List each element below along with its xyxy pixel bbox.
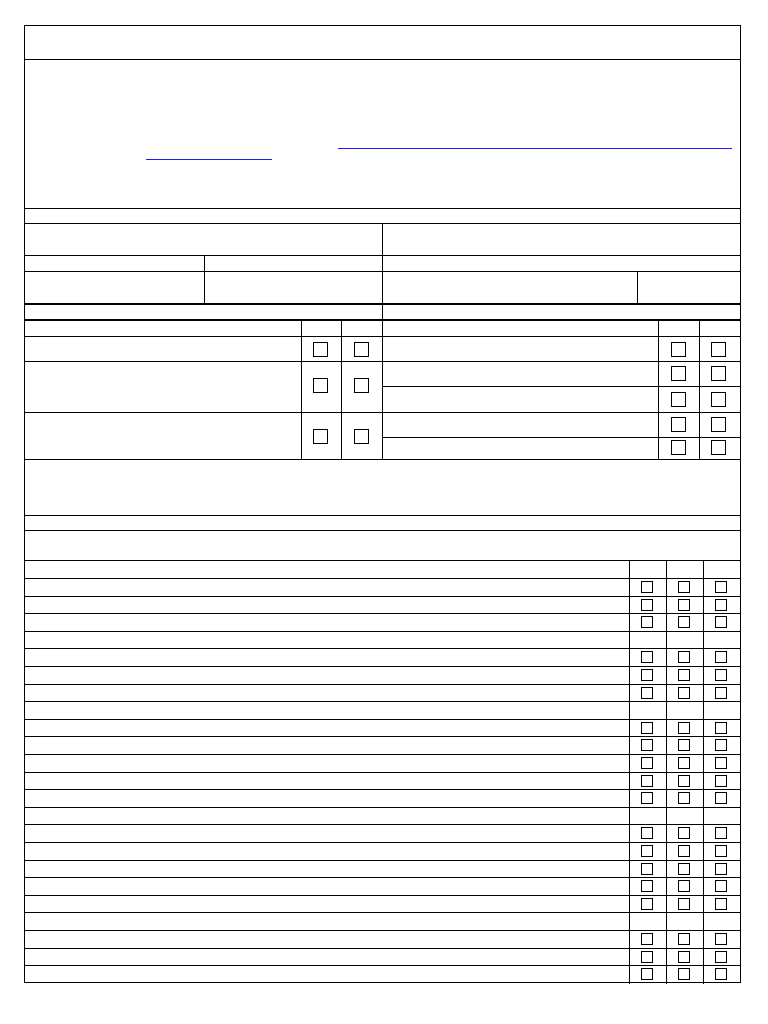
checklist-checkbox-r4-c1[interactable] (678, 651, 690, 663)
link-long[interactable] (338, 148, 732, 149)
checklist-checkbox-r6-c1[interactable] (678, 687, 690, 699)
checklist-checkbox-r0-c0[interactable] (641, 581, 653, 593)
checklist-checkbox-r0-c1[interactable] (678, 581, 690, 593)
checklist-checkbox-r1-c0[interactable] (641, 599, 653, 611)
checkbox-b4-yes[interactable] (671, 417, 686, 432)
checklist-checkbox-r8-c0[interactable] (641, 722, 653, 734)
checklist-checkbox-r1-c2[interactable] (715, 599, 727, 611)
checklist-checkbox-r4-c2[interactable] (715, 651, 727, 663)
checklist-checkbox-r6-c0[interactable] (641, 687, 653, 699)
blank-form (24, 25, 741, 983)
checkbox-b5-no[interactable] (711, 440, 726, 455)
checklist-checkbox-r9-c0[interactable] (641, 739, 653, 751)
checklist-checkbox-r16-c0[interactable] (641, 863, 653, 875)
checklist-checkbox-r21-c0[interactable] (641, 951, 653, 963)
checklist-checkbox-r4-c0[interactable] (641, 651, 653, 663)
checklist-checkbox-r21-c1[interactable] (678, 951, 690, 963)
checklist-checkbox-r2-c2[interactable] (715, 616, 727, 628)
checklist-checkbox-r18-c2[interactable] (715, 898, 727, 910)
title-divider (25, 59, 740, 60)
checklist-checkbox-r8-c2[interactable] (715, 722, 727, 734)
checklist-checkbox-r6-c2[interactable] (715, 687, 727, 699)
checklist-checkbox-r2-c0[interactable] (641, 616, 653, 628)
checklist-checkbox-r5-c1[interactable] (678, 669, 690, 681)
checklist-checkbox-r10-c0[interactable] (641, 757, 653, 769)
checklist-checkbox-r15-c2[interactable] (715, 845, 727, 857)
checkbox-b4-no[interactable] (711, 417, 726, 432)
checkbox-b3-no[interactable] (711, 392, 726, 407)
checkbox-a3-no[interactable] (354, 429, 369, 444)
checklist-checkbox-r22-c1[interactable] (678, 968, 690, 980)
checklist-checkbox-r12-c0[interactable] (641, 792, 653, 804)
checkbox-b3-yes[interactable] (671, 392, 686, 407)
checklist-checkbox-r18-c0[interactable] (641, 898, 653, 910)
checkbox-a3-yes[interactable] (313, 429, 328, 444)
checklist-checkbox-r17-c1[interactable] (678, 880, 690, 892)
checklist-checkbox-r14-c2[interactable] (715, 827, 727, 839)
checklist-checkbox-r20-c2[interactable] (715, 933, 727, 945)
checklist-checkbox-r11-c1[interactable] (678, 775, 690, 787)
checklist-checkbox-r0-c2[interactable] (715, 581, 727, 593)
checklist-checkbox-r15-c1[interactable] (678, 845, 690, 857)
checklist-checkbox-r22-c0[interactable] (641, 968, 653, 980)
checklist-checkbox-r22-c2[interactable] (715, 968, 727, 980)
checklist-checkbox-r15-c0[interactable] (641, 845, 653, 857)
checklist-checkbox-r8-c1[interactable] (678, 722, 690, 734)
checkbox-b2-no[interactable] (711, 366, 726, 381)
checklist-checkbox-r16-c1[interactable] (678, 863, 690, 875)
checkbox-a1-yes[interactable] (313, 342, 328, 357)
checkbox-a2-yes[interactable] (313, 378, 328, 393)
checkbox-a1-no[interactable] (354, 342, 369, 357)
checklist-checkbox-r21-c2[interactable] (715, 951, 727, 963)
checkbox-a2-no[interactable] (354, 378, 369, 393)
checklist-checkbox-r9-c2[interactable] (715, 739, 727, 751)
checklist-checkbox-r12-c2[interactable] (715, 792, 727, 804)
checklist-checkbox-r17-c0[interactable] (641, 880, 653, 892)
checklist-checkbox-r14-c0[interactable] (641, 827, 653, 839)
checkbox-b2-yes[interactable] (671, 366, 686, 381)
checklist-checkbox-r10-c1[interactable] (678, 757, 690, 769)
checklist-checkbox-r20-c0[interactable] (641, 933, 653, 945)
checkbox-b5-yes[interactable] (671, 440, 686, 455)
checklist-checkbox-r5-c0[interactable] (641, 669, 653, 681)
checkbox-b1-no[interactable] (711, 342, 726, 357)
checklist-checkbox-r2-c1[interactable] (678, 616, 690, 628)
checklist-checkbox-r16-c2[interactable] (715, 863, 727, 875)
checklist-checkbox-r17-c2[interactable] (715, 880, 727, 892)
link-short[interactable] (146, 159, 272, 160)
checklist-checkbox-r11-c0[interactable] (641, 775, 653, 787)
checklist-checkbox-r20-c1[interactable] (678, 933, 690, 945)
checklist-checkbox-r14-c1[interactable] (678, 827, 690, 839)
checklist-checkbox-r11-c2[interactable] (715, 775, 727, 787)
checklist-checkbox-r12-c1[interactable] (678, 792, 690, 804)
checklist-checkbox-r1-c1[interactable] (678, 599, 690, 611)
checklist-checkbox-r5-c2[interactable] (715, 669, 727, 681)
checkbox-b1-yes[interactable] (671, 342, 686, 357)
checklist-checkbox-r10-c2[interactable] (715, 757, 727, 769)
checklist-checkbox-r9-c1[interactable] (678, 739, 690, 751)
checklist-checkbox-r18-c1[interactable] (678, 898, 690, 910)
